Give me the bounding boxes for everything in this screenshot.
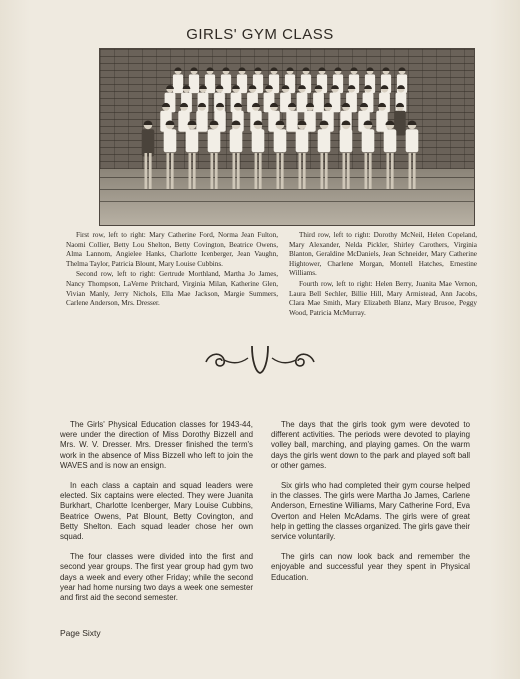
student-figure [343,153,346,189]
student-figure [387,153,390,189]
paragraph: The four classes were divided into the first and second year groups. The first year group had gym two days a week and every other Friday; while the second year had home nursing two days a week one semester and first aid the second semester. [60,552,253,603]
student-figure [189,67,199,93]
paragraph: Six girls who had completed their gym course helped in the classes. The girls were Martha Jo James, Carlene Anderson, Ernestine Williams, Mary Catherine Ford, Eva Overton and Helen McAdams. The girls were of great help in getting the classes organized. The girls gave their service voluntarily. [271,481,470,542]
student-figure [167,153,170,189]
group-photo [99,48,475,226]
student-figure [211,153,214,189]
caption-first-row: First row, left to right: Mary Catherine Ford, Norma Jean Fulton, Naomi Collier, Betty Lou Shelton, Betty Covington, Beatrice Owens, Alma Lannom, Angielee Hanks, Charlotte Icenberger, Jean Vaughn, Thelma Taylor, Patricia Blount, Mary Louise Cubbins. [66,231,278,268]
student-figure [406,120,419,152]
article-column-left [60,420,253,613]
student-figure [173,67,183,93]
student-figure [233,153,236,189]
student-figure [145,153,148,189]
page-title: GIRLS' GYM CLASS [186,26,334,43]
paragraph: In each class a captain and squad leaders were elected. Six captains were elected. They were Juanita Burkhart, Charlotte Icenberger, Mary Louise Cubbins, Beatrice Owens, Pat Blount, Betty Covington, and Betty Shelton. Each squad leader chose her own squad. [60,481,253,542]
student-figure [259,153,262,189]
article-column-right [271,420,470,593]
paragraph: The days that the girls took gym were devoted to different activities. The periods were devoted to playing volley ball, marching, and playing games. On the warm days the girls went down to the park and played soft ball or other games. [271,420,470,470]
students-illustration [100,49,474,225]
decorative-scroll-ornament [200,340,320,380]
paragraph: The girls can now look back and remember the enjoyable and successful year they spent in Physical Education. [271,552,470,582]
student-figure [325,153,328,189]
page-number: Page Sixty [60,628,101,638]
caption-third-row: Third row, left to right: Dorothy McNeil, Helen Copeland, Mary Alexander, Nelda Pickler, Shirley Carothers, Virginia Blanton, Geraldine McDaniels, Jean Schneider, Mary Catherine Hightower, Charlene Morgan, Montell Hatches, Ernestine Williams. [289,231,477,278]
student-figure [303,153,306,189]
student-figure [369,153,372,189]
student-figure [347,153,350,189]
student-figure [409,153,412,189]
student-figure [237,153,240,189]
student-figure [299,153,302,189]
paragraph: The Girls' Physical Education classes for 1943-44, were under the direction of Miss Dorothy Bizzell and Mrs. W. V. Dresser. Mrs. Dresser finished the term's work in the absence of Miss Bizzell who left to join the WAVES and is now an ensign. [60,420,253,470]
caption-left [66,231,278,310]
caption-second-row: Second row, left to right: Gertrude Morthland, Martha Jo James, Nancy Thompson, LaVerne Pritchard, Virginia Milan, Katherine Glen, Vivian Manly, Jerry Nichols, Ella Mae Jackson, Margie Summers, Carlene Anderson, Mrs. Dresser. [66,270,278,308]
student-figure [193,153,196,189]
student-figure [189,153,192,189]
student-figure [215,153,218,189]
student-figure [413,153,416,189]
caption-fourth-row: Fourth row, left to right: Helen Berry, Juanita Mae Vernon, Laura Bell Sechler, Billie Hill, Mary Armistead, Ann Jacobs, Clara Mae Smith, Mary Elizabeth Blanz, Mary Brusoe, Peggy Wood, Patricia McMurray. [289,279,477,317]
student-figure [149,153,152,189]
student-figure [277,153,280,189]
student-figure [365,153,368,189]
student-figure [171,153,174,189]
student-figure [255,153,258,189]
student-figure [142,120,155,156]
student-figure [321,153,324,189]
student-figure [281,153,284,189]
caption-right [289,231,477,319]
student-figure [391,153,394,189]
